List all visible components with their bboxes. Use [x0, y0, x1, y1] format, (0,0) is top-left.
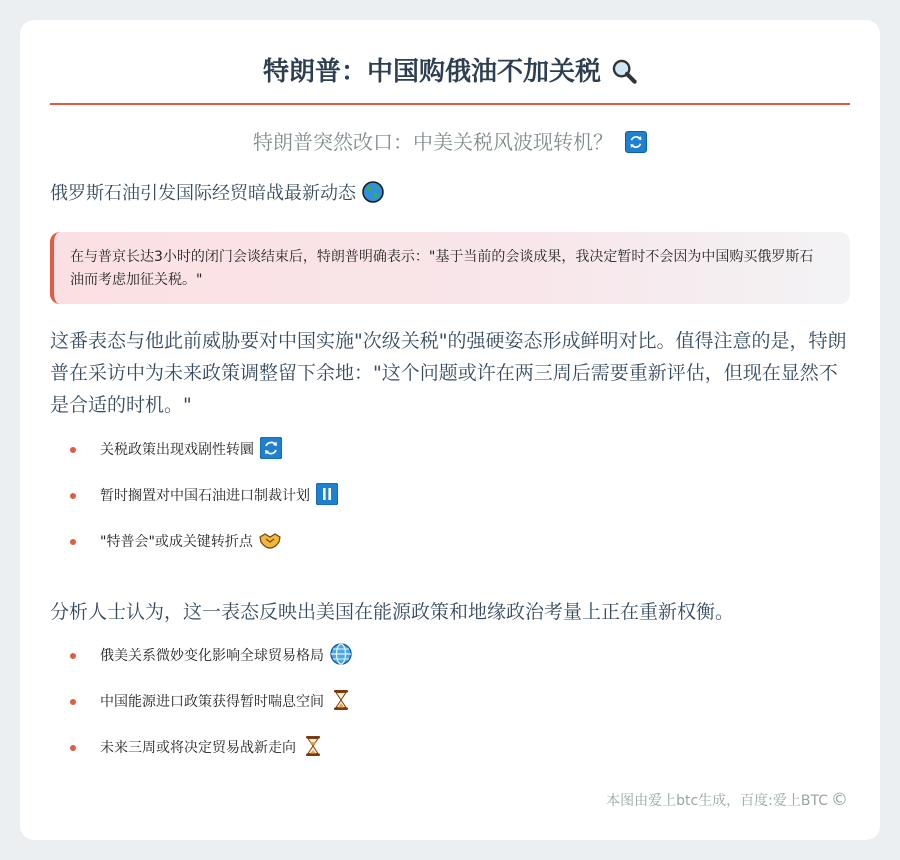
list-item: 中国能源进口政策获得暂时喘息空间: [50, 687, 850, 733]
article-card: [20, 20, 880, 840]
paragraph-1: 这番表态与他此前威胁要对中国实施"次级关税"的强硬姿态形成鲜明对比。值得注意的是，特朗普在采访中为未来政策调整留下余地："这个问题或许在两三周后需要重新评估，但现在显然不是合适的时机。": [50, 330, 847, 416]
bullet-dot: [70, 447, 76, 453]
copyright-icon: ©: [831, 790, 848, 810]
quote-block: 在与普京长达3小时的闭门会谈结束后，特朗普明确表示："基于当前的会谈成果，我决定暂时不会因为中国购买俄罗斯石油而考虑加征关税。": [50, 232, 850, 304]
list-item: "特普会"或成关键转折点: [50, 527, 850, 573]
bullet-list-1: [50, 435, 850, 573]
magnifier-icon: [611, 58, 637, 84]
bullet-dot: [70, 699, 76, 705]
refresh-icon: [625, 131, 647, 153]
list-item: 暂时搁置对中国石油进口制裁计划: [50, 481, 850, 527]
bullet-dot: [70, 493, 76, 499]
globe-icon: [362, 181, 384, 203]
refresh-icon: [260, 437, 282, 459]
list-item: 俄美关系微妙变化影响全球贸易格局: [50, 641, 850, 687]
bullet-dot: [70, 653, 76, 659]
list-item: 未来三周或将决定贸易战新走向: [50, 733, 850, 779]
footer-credit: 本图由爱上btc生成，百度:爱上BTC ©: [606, 790, 848, 810]
subtitle: 特朗普突然改口：中美关税风波现转机？: [50, 126, 850, 158]
bullet-dot: [70, 539, 76, 545]
hourglass-icon: [302, 735, 324, 757]
pause-icon: [316, 483, 338, 505]
page-title: 特朗普：中国购俄油不加关税: [50, 54, 850, 90]
handshake-icon: [259, 529, 281, 551]
list-item: 关税政策出现戏剧性转圜: [50, 435, 850, 481]
title-divider: [50, 103, 850, 105]
globe-grid-icon: [330, 643, 352, 665]
hourglass-icon: [330, 689, 352, 711]
bullet-list-2: [50, 641, 850, 779]
paragraph-2: 分析人士认为，这一表态反映出美国在能源政策和地缘政治考量上正在重新权衡。: [50, 601, 735, 623]
lead-line: 俄罗斯石油引发国际经贸暗战最新动态: [50, 180, 850, 208]
bullet-dot: [70, 745, 76, 751]
